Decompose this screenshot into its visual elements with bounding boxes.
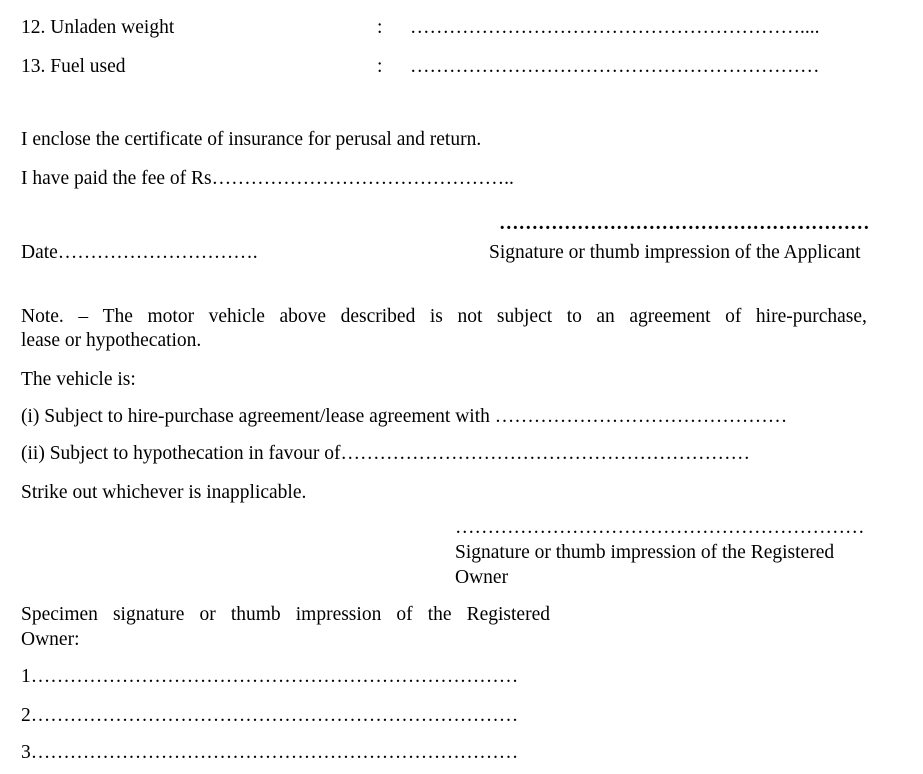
strike-out-instruction: Strike out whichever is inapplicable. bbox=[21, 482, 307, 503]
field-unladen-weight-colon: : bbox=[377, 17, 383, 38]
specimen-word: Specimen bbox=[21, 604, 98, 625]
specimen-word: impression bbox=[295, 604, 382, 625]
field-fuel-used-label: 13. Fuel used bbox=[21, 56, 126, 77]
note-word: to bbox=[566, 306, 582, 327]
specimen-word: Registered bbox=[466, 604, 550, 625]
note-word: above bbox=[279, 306, 327, 327]
note-word: is bbox=[429, 306, 443, 327]
note-word: – bbox=[78, 306, 89, 327]
owner-signature-label-2: Owner bbox=[455, 567, 509, 588]
note-word: not bbox=[457, 306, 483, 327]
specimen-word: or bbox=[199, 604, 216, 625]
specimen-word: signature bbox=[112, 604, 185, 625]
note-word: described bbox=[340, 306, 416, 327]
fee-statement[interactable]: I have paid the fee of Rs……………………………………….. bbox=[21, 168, 514, 189]
owner-signature-label-1: Signature or thumb impression of the Registered bbox=[455, 542, 835, 563]
field-fuel-used-colon: : bbox=[377, 56, 383, 77]
specimen-word: thumb bbox=[230, 604, 281, 625]
specimen-signature-2[interactable]: 2………………………………………………………………… bbox=[21, 705, 519, 726]
note-line-2: lease or hypothecation. bbox=[21, 330, 202, 351]
note-word: vehicle bbox=[208, 306, 265, 327]
option-hire-purchase[interactable]: (i) Subject to hire-purchase agreement/lease agreement with ……………………………………… bbox=[21, 406, 788, 427]
note-word: subject bbox=[496, 306, 553, 327]
specimen-signature-3[interactable]: 3………………………………………………………………… bbox=[21, 742, 519, 763]
note-word: motor bbox=[147, 306, 195, 327]
insurance-statement: I enclose the certificate of insurance for perusal and return. bbox=[21, 129, 482, 150]
field-fuel-used-blank[interactable]: ……………………………………………………… bbox=[410, 56, 820, 77]
applicant-signature-blank[interactable]: ………………………………………………… bbox=[499, 213, 870, 234]
note-word: agreement bbox=[629, 306, 711, 327]
specimen-signature-1[interactable]: 1………………………………………………………………… bbox=[21, 666, 519, 687]
vehicle-is-label: The vehicle is: bbox=[21, 369, 136, 390]
specimen-word: of bbox=[396, 604, 413, 625]
field-unladen-weight-blank[interactable]: …………………………………………………….... bbox=[410, 17, 820, 38]
specimen-line-2: Owner: bbox=[21, 629, 80, 650]
applicant-signature-label: Signature or thumb impression of the Applicant bbox=[489, 242, 861, 263]
note-word: an bbox=[596, 306, 615, 327]
note-word: of bbox=[725, 306, 742, 327]
note-line-1 bbox=[21, 306, 867, 328]
note-word: hire-purchase, bbox=[755, 306, 867, 327]
owner-signature-blank[interactable]: ……………………………………………………… bbox=[455, 517, 865, 538]
option-hypothecation[interactable]: (ii) Subject to hypothecation in favour of……………………………………………………… bbox=[21, 443, 751, 464]
specimen-word: the bbox=[427, 604, 452, 625]
specimen-line-1 bbox=[21, 604, 550, 626]
note-word: The bbox=[102, 306, 133, 327]
field-unladen-weight-label: 12. Unladen weight bbox=[21, 17, 175, 38]
note-word: Note. bbox=[21, 306, 64, 327]
date-field[interactable]: Date…………………………. bbox=[21, 242, 258, 263]
